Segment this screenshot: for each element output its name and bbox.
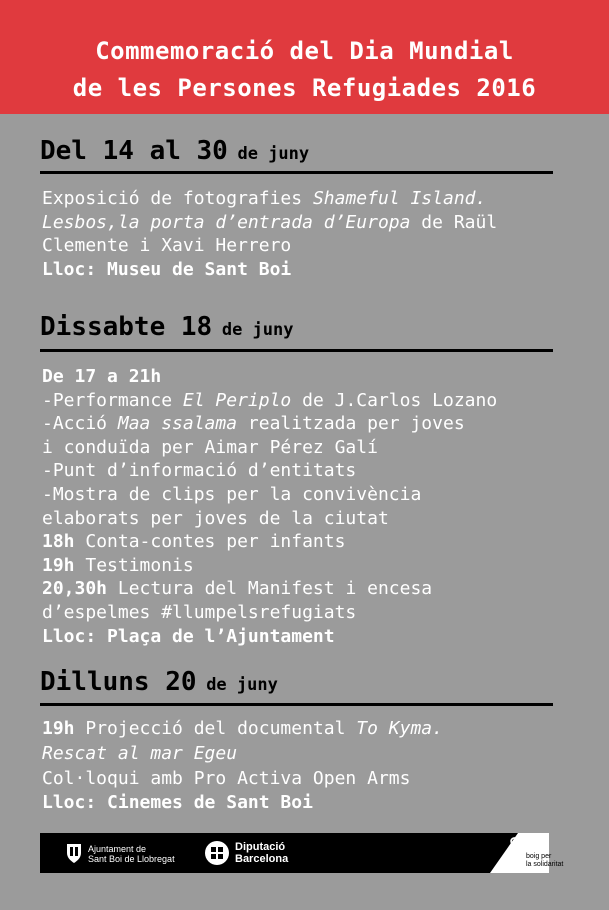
section-line-text: Testimonis [74,554,194,576]
section-line [42,626,335,647]
section-line-text: Conta-contes per infants [74,531,346,553]
diputacio-logo-line-2: Barcelona [235,853,289,865]
section-date: Del 14 al 30 [40,136,228,166]
solidarity-heart-icon [509,836,525,850]
footer-logos [40,833,564,873]
section-line-text: -Punt d’informació d’entitats [42,460,357,482]
section-line [42,743,237,764]
section-line-text: i conduïda per Aimar Pérez Galí [42,436,378,458]
section-line-text: Lloc: Plaça de l’Ajuntament [42,625,335,647]
title-banner [0,0,609,114]
section-heading-2 [40,312,293,342]
section-month: de juny [206,675,278,695]
section-line-text: -Acció [42,413,118,435]
title-line-2: de les Persones Refugiades 2016 [72,74,537,102]
section-line-text: 20,30h [42,578,108,600]
section-line [42,508,389,529]
section-line-text: de Raül [410,211,498,233]
section-heading-3 [40,667,278,697]
section-line-text: realitzada per joves [237,413,465,435]
section-line-text: de J.Carlos Lozano [291,389,498,411]
sb-logo-mark: SB [504,851,525,868]
diputacio-emblem-icon [204,840,230,866]
section-line [42,578,432,599]
ajuntament-logo-line-1: Ajuntament de [88,844,147,854]
section-line [42,390,497,411]
section-line-text: Lectura del Manifest i encesa [107,578,433,600]
section-line-text: Exposició de fotografies [42,188,313,209]
section-rule-3 [40,703,553,706]
section-line [42,460,356,481]
section-line-text: Lloc: Museu de Sant Boi [42,259,292,281]
section-line [42,437,378,458]
section-line [42,555,194,576]
section-date: Dissabte 18 [40,312,213,342]
section-date: Dilluns 20 [40,667,197,697]
section-month: de juny [221,320,294,340]
section-line-text: 19h [42,554,75,576]
section-rule-2 [40,349,553,352]
section-month: de juny [237,144,310,164]
ajuntament-crest-icon [64,842,84,864]
ajuntament-logo-line-2: Sant Boi de Llobregat [88,854,175,864]
section-line-text: Maa ssalama [117,413,238,435]
section-line-text: Col·loqui amb Pro Activa Open Arms [42,767,411,789]
section-line-text: -Mostra de clips per la convivència [42,484,422,505]
section-line [42,602,356,623]
section-line [42,792,313,813]
section-line-text: 19h [42,718,75,739]
section-line [42,235,291,256]
section-line [42,768,410,789]
title-line-1: Commemoració del Dia Mundial [95,37,514,65]
section-line-text: De 17 a 21h [42,366,162,387]
section-line [42,531,345,552]
sb-logo-line-2: la solidaritat [526,861,564,868]
section-rule-1 [40,171,553,174]
section-heading-1 [40,136,309,166]
section-line [42,718,443,739]
diputacio-logo-line-1: Diputació [235,841,286,853]
section-line-text: Rescat al mar Egeu [42,742,238,764]
section-line [42,366,161,387]
section-line-text: To Kyma. [356,718,443,739]
section-line-text: Projecció del documental [74,718,357,739]
section-line-text: Shameful Island. [312,188,487,209]
sb-logo-line-1: boig per [526,853,552,860]
section-line-text: elaborats per joves de la ciutat [42,507,389,529]
section-line [42,188,486,209]
section-line-text: Lesbos,la porta d’entrada d’Europa [42,211,411,233]
section-line-text: Clemente i Xavi Herrero [42,235,292,257]
section-line [42,413,465,434]
section-line-text: El Periplo [182,389,292,411]
section-line-text: Lloc: Cinemes de Sant Boi [42,792,313,814]
section-line-text: 18h [42,531,75,553]
section-line-text: -Performance [42,389,183,411]
section-line [42,212,497,233]
section-line [42,484,421,505]
section-line [42,259,291,280]
section-line-text: d’espelmes #llumpelsrefugiats [42,602,357,623]
